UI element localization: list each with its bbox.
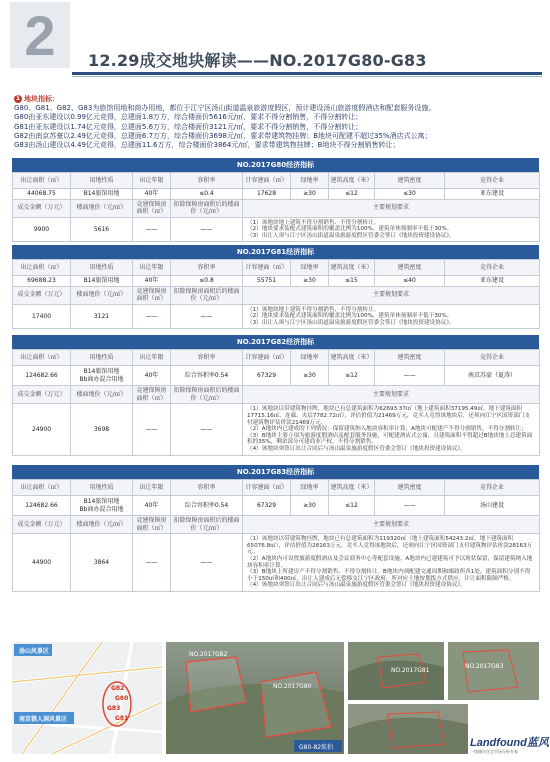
- title-divider: [72, 72, 542, 75]
- value-cell: 综合容积率0.54: [171, 496, 243, 516]
- header-cell: 出让面积（㎡）: [13, 350, 71, 366]
- header-cell: 用地性质: [71, 173, 133, 189]
- value-cell: ≤30: [375, 189, 445, 200]
- header-cell: 出让年限: [133, 173, 171, 189]
- section-g82: [12, 335, 539, 456]
- value-cell: B14旅馆用地 Bb商办混合用地: [71, 366, 133, 386]
- section-title: NO.2017G81经济指标: [12, 245, 539, 259]
- value-cell: ——: [171, 404, 243, 456]
- land-notes: [14, 95, 539, 150]
- indicator-table: [12, 479, 540, 592]
- header-cell: 成交金额（万元）: [13, 386, 71, 404]
- value-cell: 5616: [71, 217, 133, 242]
- value-cell: ≤0.4: [171, 189, 243, 200]
- section-title: NO.2017G80经济指标: [12, 158, 539, 172]
- indicator-table: [12, 259, 540, 329]
- header-cell: 建筑密度: [375, 260, 445, 276]
- value-cell: 67329: [243, 366, 291, 386]
- value-cell: B14旅馆用地 Bb商办混合用地: [71, 496, 133, 516]
- section-g83: [12, 465, 539, 592]
- aerial-photo-g83: [448, 642, 539, 700]
- header-cell: 绿地率: [291, 173, 329, 189]
- value-cell: ≤12: [329, 189, 375, 200]
- value-cell: 69688.23: [13, 276, 71, 287]
- value-cell: 67329: [243, 496, 291, 516]
- value-cell: ≤12: [329, 496, 375, 516]
- header-cell: 主要规划要求: [243, 516, 540, 534]
- value-cell: B14旅馆用地: [71, 189, 133, 200]
- header-cell: 容积率: [171, 173, 243, 189]
- plan-line: （1）该地块以带建筑物挂牌，地块已有总建筑面积为62693.37㎡（地上建筑面积37195.49㎡，地下建筑面积17715.16㎡，连廊、夹层7782.72㎡），评估价值为21469万元，竞买人竞得该地块后，还须向江宁区国资部门支付建筑物评估价款21469万元。: [247, 406, 530, 426]
- notes-heading: 1 地块指标：: [15, 95, 59, 103]
- value-cell: ≥30: [291, 496, 329, 516]
- value-cell: ——: [375, 366, 445, 386]
- brand-logo: Landfound蓝风: [470, 737, 549, 749]
- photo-label: NO.2017G81: [391, 667, 430, 674]
- value-cell: ——: [171, 534, 243, 592]
- note-line: G83由汤山建设以4.49亿元竞得，总建面11.6万方，综合楼面价3864元/㎡，要求带建筑物挂牌；B地块不得分割销售转让；: [14, 141, 400, 150]
- value-cell: 17628: [243, 189, 291, 200]
- value-cell: ≤12: [329, 366, 375, 386]
- header-cell: 用地性质: [71, 480, 133, 496]
- value-cell: ≥30: [291, 276, 329, 287]
- header-cell: 建筑高度（米）: [329, 480, 375, 496]
- value-cell: ——: [133, 534, 171, 592]
- header-cell: 主要规划要求: [243, 386, 540, 404]
- indicator-table: [12, 349, 540, 456]
- brand-tagline: 一线城市住宅市场分析专家: [470, 749, 518, 754]
- header-cell: 成交金额（万元）: [13, 286, 71, 304]
- header-cell: 楼面地价（元/㎡）: [71, 516, 133, 534]
- value-cell: 24900: [13, 404, 71, 456]
- note-line: G81由亚东建设以1.74亿元竞得，总建面5.6万方，综合楼面价3121元/㎡，要求不得分割销售，不得分割转让；: [14, 122, 363, 131]
- header-cell: 出让面积（㎡）: [13, 260, 71, 276]
- planning-requirements: [243, 534, 540, 592]
- value-cell: 综合容积率0.54: [171, 366, 243, 386]
- header-cell: 竞得企业: [445, 480, 540, 496]
- value-cell: 17400: [13, 304, 71, 329]
- header-cell: 楼面地价（元/㎡）: [71, 386, 133, 404]
- value-cell: 44900: [13, 534, 71, 592]
- aerial-photo-site: [348, 704, 468, 754]
- bullet-icon: 1: [15, 95, 21, 102]
- header-cell: 建筑高度（米）: [329, 260, 375, 276]
- value-cell: 40年: [133, 276, 171, 287]
- header-cell: 建筑密度: [375, 173, 445, 189]
- value-cell: ≤0.8: [171, 276, 243, 287]
- value-cell: 3121: [71, 304, 133, 329]
- header-cell: 出让年限: [133, 260, 171, 276]
- header-cell: 出让面积（㎡）: [13, 173, 71, 189]
- value-cell: 亚东建设: [445, 189, 540, 200]
- plan-line: （1）该地块地上建筑不得分割销售、不得分割转让。: [247, 219, 380, 226]
- plan-line: （3）出让人须与江宁区汤山街道温泉旅游度假区管委会签订《地块投资建设协议》。: [247, 319, 455, 326]
- value-cell: 3864: [71, 534, 133, 592]
- planning-requirements: [243, 404, 540, 456]
- planning-requirements: [243, 304, 540, 329]
- header-cell: 扣除保障房面积后的楼面价（元/㎡）: [171, 386, 243, 404]
- photo-label: NO.2017G83: [465, 663, 504, 670]
- value-cell: ≥30: [291, 189, 329, 200]
- photo-strip: [12, 642, 539, 754]
- value-cell: 3698: [71, 404, 133, 456]
- map-label: 南京猿人洞风景区: [19, 716, 68, 723]
- plan-line: （2）地块要求装配式建筑面积的覆盖比例为100%，建筑单体预制率不低于30%。: [247, 226, 453, 233]
- section-g81: [12, 245, 539, 329]
- value-cell: ≤40: [375, 276, 445, 287]
- plan-line: （3）出让人须与江宁区汤山街道温泉旅游度假区管委会签订《地块投资建设协议》。: [247, 232, 455, 239]
- header-cell: 扣除保障房面积后的楼面价（元/㎡）: [171, 516, 243, 534]
- value-cell: 40年: [133, 366, 171, 386]
- plan-line: （3）B地块上所建房产不得分割销售、不得分割转让。B地块内须配建交通周期和邮政所各1处，建筑面积分别不得小于150㎡和400㎡，出让人建成后无偿移交江宁区政府，所对应土地按划拨方式供应，计让面积限制严格。: [247, 569, 531, 582]
- header-cell: 建筑高度（米）: [329, 173, 375, 189]
- plan-line: （2）A地块内可设置旅游度假酒店及会议商务中心等配套设施。A地块内已建建筑可予以现状保留，保留建筑纳入地块容积率计算。: [247, 555, 533, 569]
- header-cell: 竞建保障房面积（㎡）: [133, 516, 171, 534]
- value-cell: ——: [133, 304, 171, 329]
- plan-line: （2）A地块内已建成的下列情况：保留建筑纳入地块容积率计算，A地块可配建产不得分割销售，不得分割转让；: [247, 426, 527, 433]
- header-cell: 竞得企业: [445, 260, 540, 276]
- header-cell: 扣除保障房面积后的楼面价（元/㎡）: [171, 199, 243, 217]
- indicator-table: [12, 172, 540, 242]
- photo-label: NO.2017G80: [273, 683, 312, 690]
- value-cell: ——: [171, 304, 243, 329]
- header-cell: 计容建面（㎡）: [243, 350, 291, 366]
- plan-line: （1）该地块以带建筑物挂牌，地块已有总建筑面积为119320㎡（地上建筑面积54243.2㎡，地下建筑面积65076.8㎡），评估价值为28163万元。竞买人竞得该地块后，还须向江宁区国资部门支付建筑物评估价款28163万元。: [247, 536, 533, 556]
- header-cell: 绿地率: [291, 260, 329, 276]
- header-cell: 容积率: [171, 480, 243, 496]
- header-cell: 用地性质: [71, 350, 133, 366]
- location-map: [12, 642, 162, 754]
- map-label: G81: [115, 715, 129, 722]
- header-cell: 出让年限: [133, 350, 171, 366]
- header-cell: 楼面地价（元/㎡）: [71, 286, 133, 304]
- title-divider-thin: [72, 76, 542, 77]
- map-label: 汤山风景区: [19, 648, 50, 655]
- header-cell: 竞建保障房面积（㎡）: [133, 199, 171, 217]
- header-cell: 绿地率: [291, 480, 329, 496]
- header-cell: 容积率: [171, 350, 243, 366]
- section-title: NO.2017G83经济指标: [12, 465, 539, 479]
- header-cell: 绿地率: [291, 350, 329, 366]
- plan-line: （1）该地块地上建筑不得分割销售、不得分割转让。: [247, 306, 380, 313]
- section-g80: [12, 158, 539, 242]
- value-cell: 南京苏豪（夏涛）: [445, 366, 540, 386]
- value-cell: 55751: [243, 276, 291, 287]
- map-label: G82: [111, 685, 125, 692]
- plan-line: （2）地块要求装配式建筑面积的覆盖比例为100%，建筑单体预制率不低于30%。: [247, 313, 453, 320]
- value-cell: 汤山建设: [445, 496, 540, 516]
- header-cell: 竞得企业: [445, 350, 540, 366]
- value-cell: B14旅馆用地: [71, 276, 133, 287]
- header-cell: 成交金额（万元）: [13, 516, 71, 534]
- value-cell: ≤15: [329, 276, 375, 287]
- section-title: NO.2017G82经济指标: [12, 335, 539, 349]
- value-cell: ——: [375, 496, 445, 516]
- value-cell: ——: [133, 217, 171, 242]
- header-cell: 竞建保障房面积（㎡）: [133, 286, 171, 304]
- plan-line: （4）该地块须签订出让合同后与汤山温泉旅游度假区管委会签订《地块投资建设协议》。: [247, 445, 466, 452]
- header-cell: 扣除保障房面积后的楼面价（元/㎡）: [171, 286, 243, 304]
- header-cell: 计容建面（㎡）: [243, 173, 291, 189]
- value-cell: ——: [171, 217, 243, 242]
- header-cell: 成交金额（万元）: [13, 199, 71, 217]
- header-cell: 出让年限: [133, 480, 171, 496]
- header-cell: 建筑密度: [375, 480, 445, 496]
- note-line: G82由南京苏豪以2.49亿元竞得，总建面6.7万方，综合楼面价3698元/㎡，要求带建筑物挂牌；B地块可配建不超过35%酒店式公寓；: [14, 131, 432, 140]
- header-cell: 建筑密度: [375, 350, 445, 366]
- value-cell: 124682.66: [13, 496, 71, 516]
- value-cell: 亚东建设: [445, 276, 540, 287]
- value-cell: ≥30: [291, 366, 329, 386]
- header-cell: 楼面地价（元/㎡）: [71, 199, 133, 217]
- value-cell: ——: [133, 404, 171, 456]
- note-line: G80、G81、G82、G83为旅馆用地和商办用地，都位于江宁区汤山街道温泉旅游度假区，预计建设汤山旅游度假酒店和配套服务设施。: [14, 104, 436, 113]
- header-cell: 竞得企业: [445, 173, 540, 189]
- section-number: 2: [10, 2, 70, 68]
- header-cell: 容积率: [171, 260, 243, 276]
- value-cell: 44068.75: [13, 189, 71, 200]
- plan-line: （4）该地块须签订出让合同后与汤山温泉旅游度假区管委会签订《地块投资建设协议》。: [247, 582, 466, 589]
- plan-line: （3）B地块主要立项为旅游度假酒店及配套服务设施，可配建酒店式公寓，且建筑面积不得超过B地块地上总建筑面积的35%，剩余部分可建商业产权，不得分割销售。: [247, 432, 533, 446]
- map-label: G83: [107, 705, 121, 712]
- value-cell: 40年: [133, 189, 171, 200]
- header-cell: 主要规划要求: [243, 199, 540, 217]
- value-cell: 124682.66: [13, 366, 71, 386]
- header-cell: 出让面积（㎡）: [13, 480, 71, 496]
- header-cell: 用地性质: [71, 260, 133, 276]
- header-cell: 竞建保障房面积（㎡）: [133, 386, 171, 404]
- map-label: G80: [115, 695, 129, 702]
- header-cell: 计容建面（㎡）: [243, 480, 291, 496]
- photo-label: NO.2017G82: [189, 651, 228, 658]
- header-cell: 建筑高度（米）: [329, 350, 375, 366]
- planning-requirements: [243, 217, 540, 242]
- value-cell: 9900: [13, 217, 71, 242]
- header-cell: 计容建面（㎡）: [243, 260, 291, 276]
- value-cell: 40年: [133, 496, 171, 516]
- page-title: 12.29成交地块解读——NO.2017G80-G83: [88, 51, 427, 70]
- header-cell: 主要规划要求: [243, 286, 540, 304]
- note-line: G80由亚东建设以0.99亿元竞得，总建面1.8万方，综合楼面价5616元/㎡，要求不得分割销售，不得分割转让；: [14, 113, 363, 122]
- photo-caption: G80-82航拍: [299, 744, 334, 751]
